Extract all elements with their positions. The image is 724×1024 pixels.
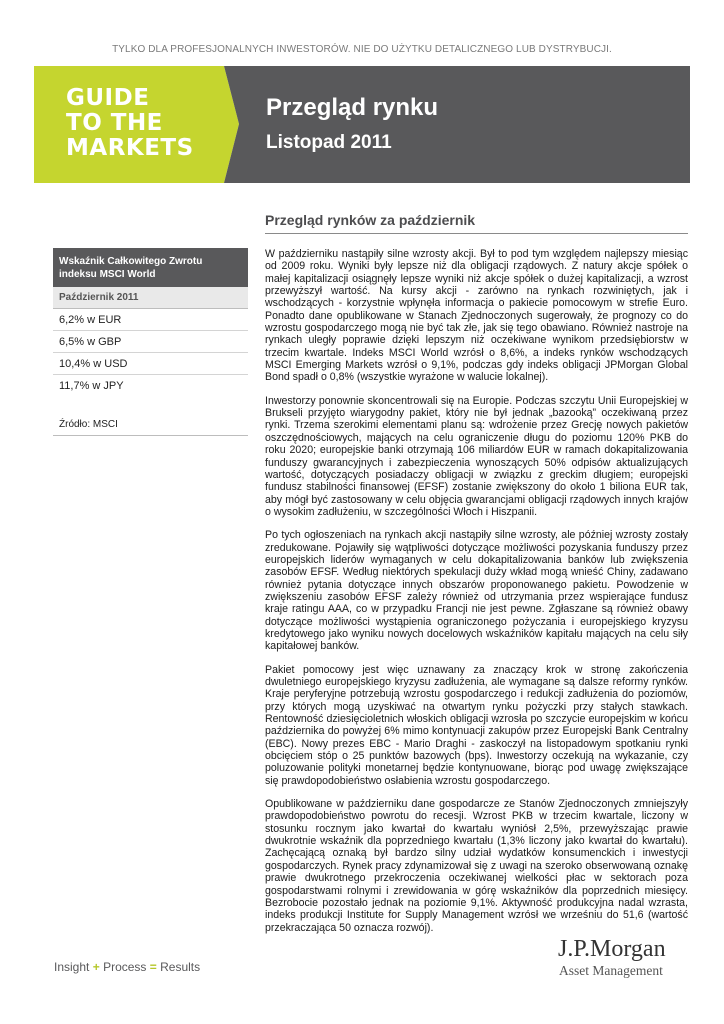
section-heading: Przegląd rynków za październik	[265, 212, 476, 228]
guide-to-the-markets-logo	[66, 86, 236, 161]
guide-line: MARKETS	[66, 135, 194, 161]
paragraph: Pakiet pomocowy jest więc uznawany za znaczący krok w stronę zakończenia dwuletniego europejskiego kryzysu zadłużenia, ale wymagane są dalsze reformy rynków. Kraje peryferyjne potrzebują wzrostu gospodarczego i redukcji zadłużenia do poziomów, przy których mogą uzyskiwać na otwartym rynku pożyczki przy stałych stawkach. Rentowność dziesięcioletnich włoskich obligacji wzrosła po szczycie europejskim w końcu października do powyżej 6% mimo kontynuacji zakupów przez Europejski Bank Centralny (EBC). Nowy prezes EBC - Mario Draghi - zaskoczył na listopadowym spotkaniu rynki obcięciem stóp o 25 punktów bazowych (bps). Inwestorzy oczekują na wykazanie, czy poluzowanie polityki monetarnej będzie kontynuowane, biorąc pod uwagę zwiększające się prawdopodobieństwo osłabienia wzrostu gospodarczego.	[265, 663, 688, 787]
tagline-equals: =	[149, 960, 157, 974]
guide-line: TO THE	[66, 110, 163, 136]
paragraph: W październiku nastąpiły silne wzrosty akcji. Był to pod tym względem najlepszy miesiąc od 2009 roku. Wyniki były lepsze niż dla obligacji rządowych. Z natury akcje spółek o małej kapitalizacji osiągnęły lepsze wyniki niż akcje spółek o dużej kapitalizacji, a wzrost przewyższył wartość. Na kursy akcji - zarówno na rynkach rozwiniętych, jak i wschodzących - korzystnie wpłynęła informacja o pakiecie pomocowym w strefie Euro. Ponadto dane opublikowane w Stanach Zjednoczonych sugerowały, że prognozy co do wzrostu gospodarczego mogą nie być tak złe, jak się tego obawiano. Również nastroje na rynkach uległy poprawie dzięki lepszym niż oczekiwane wynikom przedsiębiorstw w trzecim kwartale. Indeks MSCI World wzrósł o 8,6%, a indeks rynków wschodzących MSCI Emerging Markets wzrósł o 9,1%, podczas gdy indeks obligacji JPMorgan Global Bond spadł o 0,8% (wszystkie wyrażone w walucie lokalnej).	[265, 248, 688, 384]
disclaimer: TYLKO DLA PROFESJONALNYCH INWESTORÓW. NIE DO UŻYTKU DETALICZNEGO LUB DYSTRYBUCJI.	[112, 44, 612, 55]
page-title: Przegląd rynku	[266, 94, 439, 121]
panel-spacer	[53, 397, 248, 417]
panel-header: Wskaźnik Całkowitego Zwrotu indeksu MSCI World	[53, 248, 248, 287]
paragraph: Inwestorzy ponownie skoncentrowali się na Europie. Podczas szczytu Unii Europejskiej w Brukseli przyjęto wiarygodny pakiet, który nie był jednak „bazooką” oczekiwaną przez rynki. Trzema szerokimi elementami planu są: wdrożenie przez Grecję nowych pakietów oszczędnościowych, mających na celu ograniczenie długu do poziomu 120% PKB do roku 2020; europejskie banki otrzymają 106 miliardów EUR w ramach dokapitalizowania funduszy gwarancyjnych i zabezpieczenia wynoszących 50% odpisów aktualizujących wartość, dotyczących posiadaczy obligacji w związku z greckim długiem; europejski fundusz stabilności finansowej (EFSF) zostanie zwiększony do około 1 biliona EUR tak, aby mógł być zastosowany w celu objęcia gwarancjami obligacji rządowych innych krajów o wysokim zadłużeniu, w szczególności Włoch i Hiszpanii.	[265, 394, 688, 518]
panel-row-usd: 10,4% w USD	[53, 353, 248, 375]
guide-line: GUIDE	[66, 85, 150, 111]
panel-month: Październik 2011	[53, 287, 248, 309]
jpmorgan-logo	[558, 936, 674, 984]
article-body	[265, 248, 688, 945]
tagline-results: Results	[160, 960, 201, 974]
panel-row-eur: 6,2% w EUR	[53, 309, 248, 331]
panel-row-gbp: 6,5% w GBP	[53, 331, 248, 353]
footer-tagline	[54, 960, 200, 974]
tagline-insight: Insight	[54, 960, 90, 974]
header-banner	[34, 66, 690, 183]
heading-divider	[265, 233, 688, 234]
tagline-plus: +	[92, 960, 100, 974]
paragraph: Po tych ogłoszeniach na rynkach akcji nastąpiły silne wzrosty, ale później wzrosty zostały zredukowane. Pojawiły się wątpliwości dotyczące możliwości pozyskania funduszy przez europejskich liderów wymaganych w celu dokapitalizowania banków lub zwiększenia zasobów EFSF. Według niektórych spekulacji duży wkład mogą wnieść Chiny, zadawano również pytania dotyczące innych obszarów proponowanego pakietu. Powodzenie w zwiększeniu zasobów EFSF zależy również od utrzymania przez wspierające fundusz kraje ratingu AAA, co w przypadku Francji nie jest pewne. Zgłaszane są również obawy dotyczące możliwości wystąpienia ograniczonego pożyczania i europejskiego kryzysu kredytowego jako wyniku nowych docelowych wskaźników kapitału mających na celu siły kapitałowej banków.	[265, 529, 688, 653]
panel-source: Źródło: MSCI	[53, 417, 248, 436]
paragraph: Opublikowane w październiku dane gospodarcze ze Stanów Zjednoczonych zmniejszyły prawdopodobieństwo powrotu do recesji. Wzrost PKB w trzecim kwartale, liczony w stosunku rocznym jako kwartał do kwartału wyniósł 2,5%, przewyższając prawie dwukrotnie wskaźnik dla poprzedniego kwartału (1,3% liczony jako kwartał do kwartału). Zachęcającą oznaką był bardzo silny udział wydatków konsumenckich i inwestycji gospodarczych. Rynek pracy zdynamizował się z uwagi na szeroko obserwowaną oznakę prawie dwukrotnego przekroczenia oczekiwanej wielkości płac w sektorach poza gospodarstwami rolnymi i zrewidowania w górę wskaźników dla poprzednich miesięcy. Bezrobocie pozostało jednak na poziomie 9,1%. Aktywność produkcyjna nadal wzrasta, indeks produkcji Institute for Supply Management wzrósł we wrześniu do 51,6 (wartość przekraczająca 50 oznacza rozwój).	[265, 798, 688, 934]
tagline-process: Process	[103, 960, 147, 974]
banner-dark-panel	[224, 66, 690, 183]
logo-sub: Asset Management	[559, 963, 663, 978]
panel-row-jpy: 11,7% w JPY	[59, 380, 124, 392]
logo-name: J.P.Morgan	[558, 936, 666, 962]
page-subtitle: Listopad 2011	[266, 132, 392, 153]
msci-total-return-panel	[53, 248, 248, 436]
